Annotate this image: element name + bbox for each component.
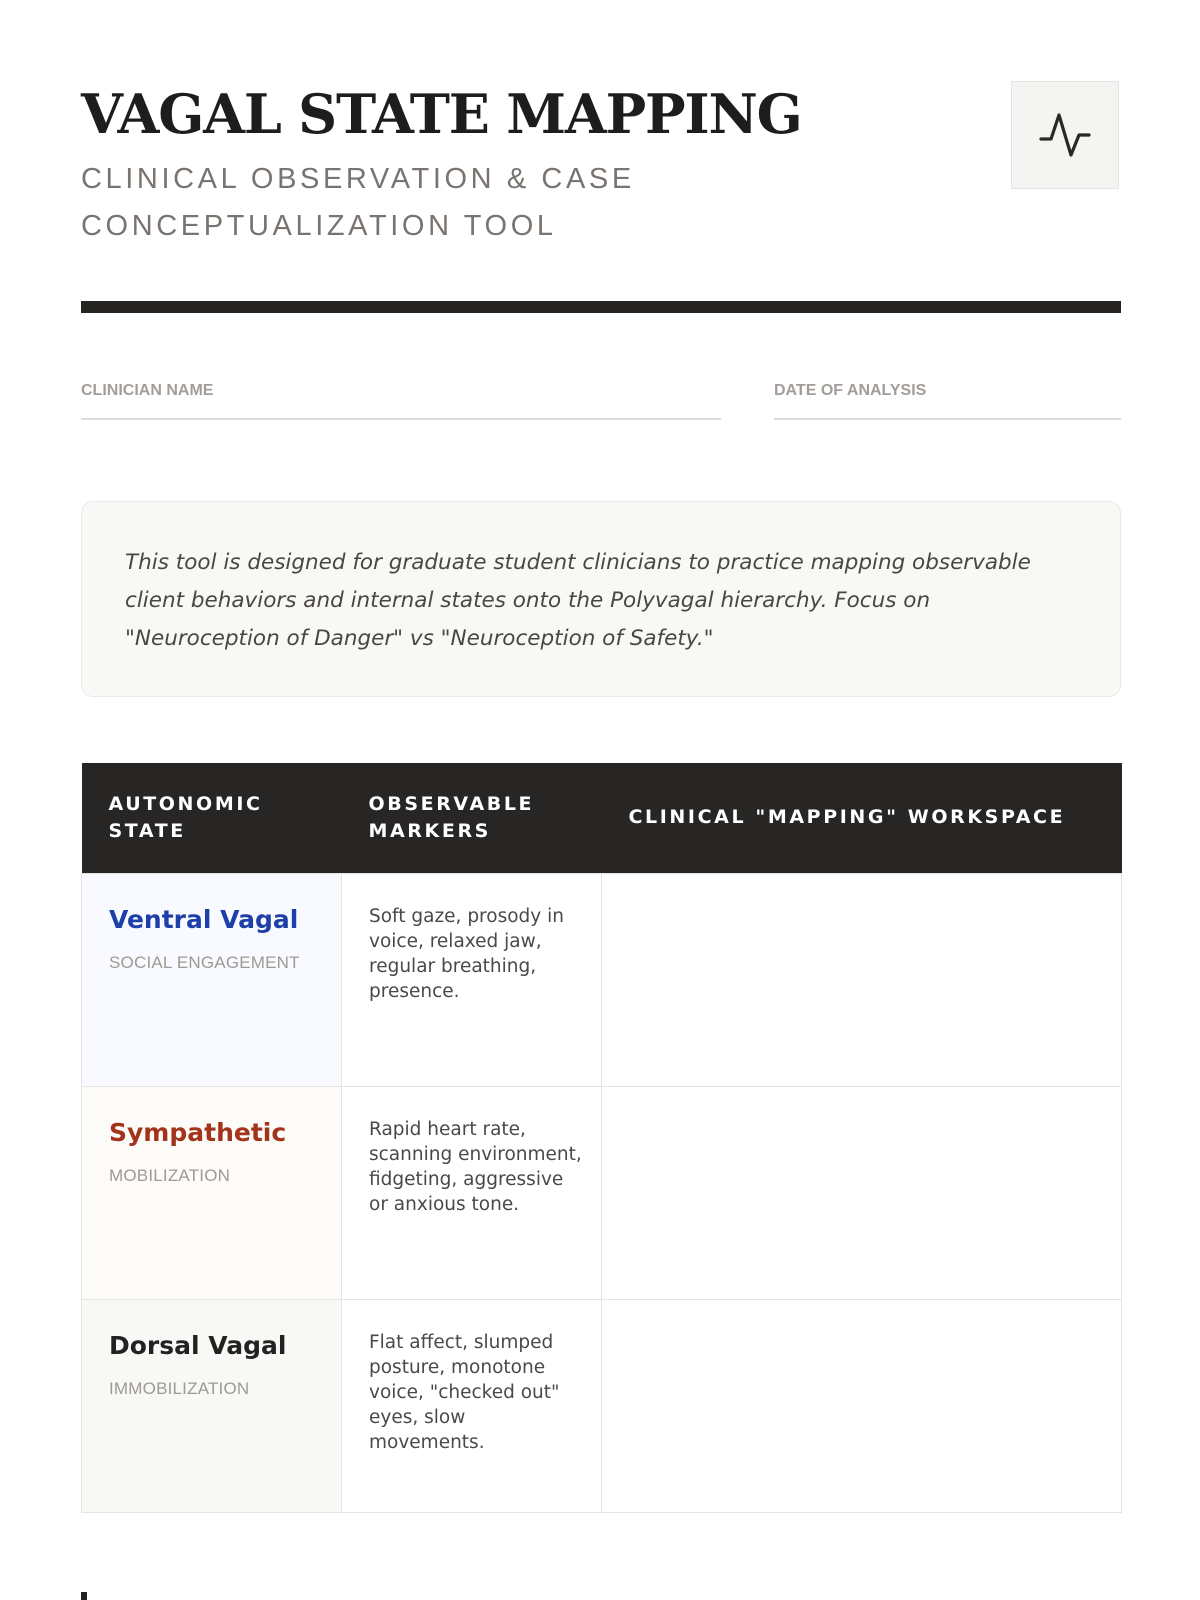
- workspace-cell-ventral-vagal[interactable]: [602, 873, 1122, 1086]
- date-of-analysis-field[interactable]: [774, 378, 1121, 420]
- header-divider: [81, 301, 1121, 313]
- pulse-icon-box: [1011, 81, 1119, 189]
- page-subtitle: CLINICAL OBSERVATION & CASE CONCEPTUALIZATION TOOL: [81, 163, 635, 242]
- pulse-icon: [1039, 109, 1091, 161]
- date-of-analysis-label: DATE OF ANALYSIS: [774, 382, 927, 399]
- state-name: Ventral Vagal: [109, 904, 299, 934]
- footer-mark: [81, 1592, 87, 1600]
- table-row: [82, 873, 1122, 1086]
- table-row: [82, 1086, 1122, 1299]
- clinician-name-field[interactable]: [81, 378, 721, 420]
- state-cell-sympathetic: [82, 1086, 342, 1299]
- state-category: MOBILIZATION: [109, 1165, 231, 1185]
- header-observable-markers: OBSERVABLE MARKERS: [342, 763, 602, 873]
- mapping-table: [81, 763, 1122, 1513]
- header-autonomic-state: AUTONOMIC STATE: [82, 763, 342, 873]
- markers-cell: Rapid heart rate, scanning environment, fidgeting, aggressive or anxious tone.: [342, 1086, 602, 1299]
- state-name: Sympathetic: [109, 1117, 287, 1147]
- state-name: Dorsal Vagal: [109, 1330, 287, 1360]
- table-row: [82, 1299, 1122, 1512]
- state-category: SOCIAL ENGAGEMENT: [109, 952, 300, 972]
- table-header-row: [82, 763, 1122, 873]
- clinician-name-label: CLINICIAN NAME: [81, 382, 214, 399]
- workspace-cell-dorsal-vagal[interactable]: [602, 1299, 1122, 1512]
- intro-text: This tool is designed for graduate student clinicians to practice mapping observable client behaviors and internal states onto the Polyvagal hierarchy. Focus on "Neuroception of Danger" vs "Neuroception of Safety.": [125, 550, 1031, 651]
- markers-cell: Flat affect, slumped posture, monotone voice, "checked out" eyes, slow movements.: [342, 1299, 602, 1512]
- intro-box: [81, 501, 1121, 697]
- page-title: VAGAL STATE MAPPING: [81, 82, 802, 146]
- markers-cell: Soft gaze, prosody in voice, relaxed jaw, regular breathing, presence.: [342, 873, 602, 1086]
- state-cell-dorsal-vagal: [82, 1299, 342, 1512]
- state-cell-ventral-vagal: [82, 873, 342, 1086]
- state-category: IMMOBILIZATION: [109, 1378, 250, 1398]
- workspace-cell-sympathetic[interactable]: [602, 1086, 1122, 1299]
- header-mapping-workspace: CLINICAL "MAPPING" WORKSPACE: [602, 763, 1122, 873]
